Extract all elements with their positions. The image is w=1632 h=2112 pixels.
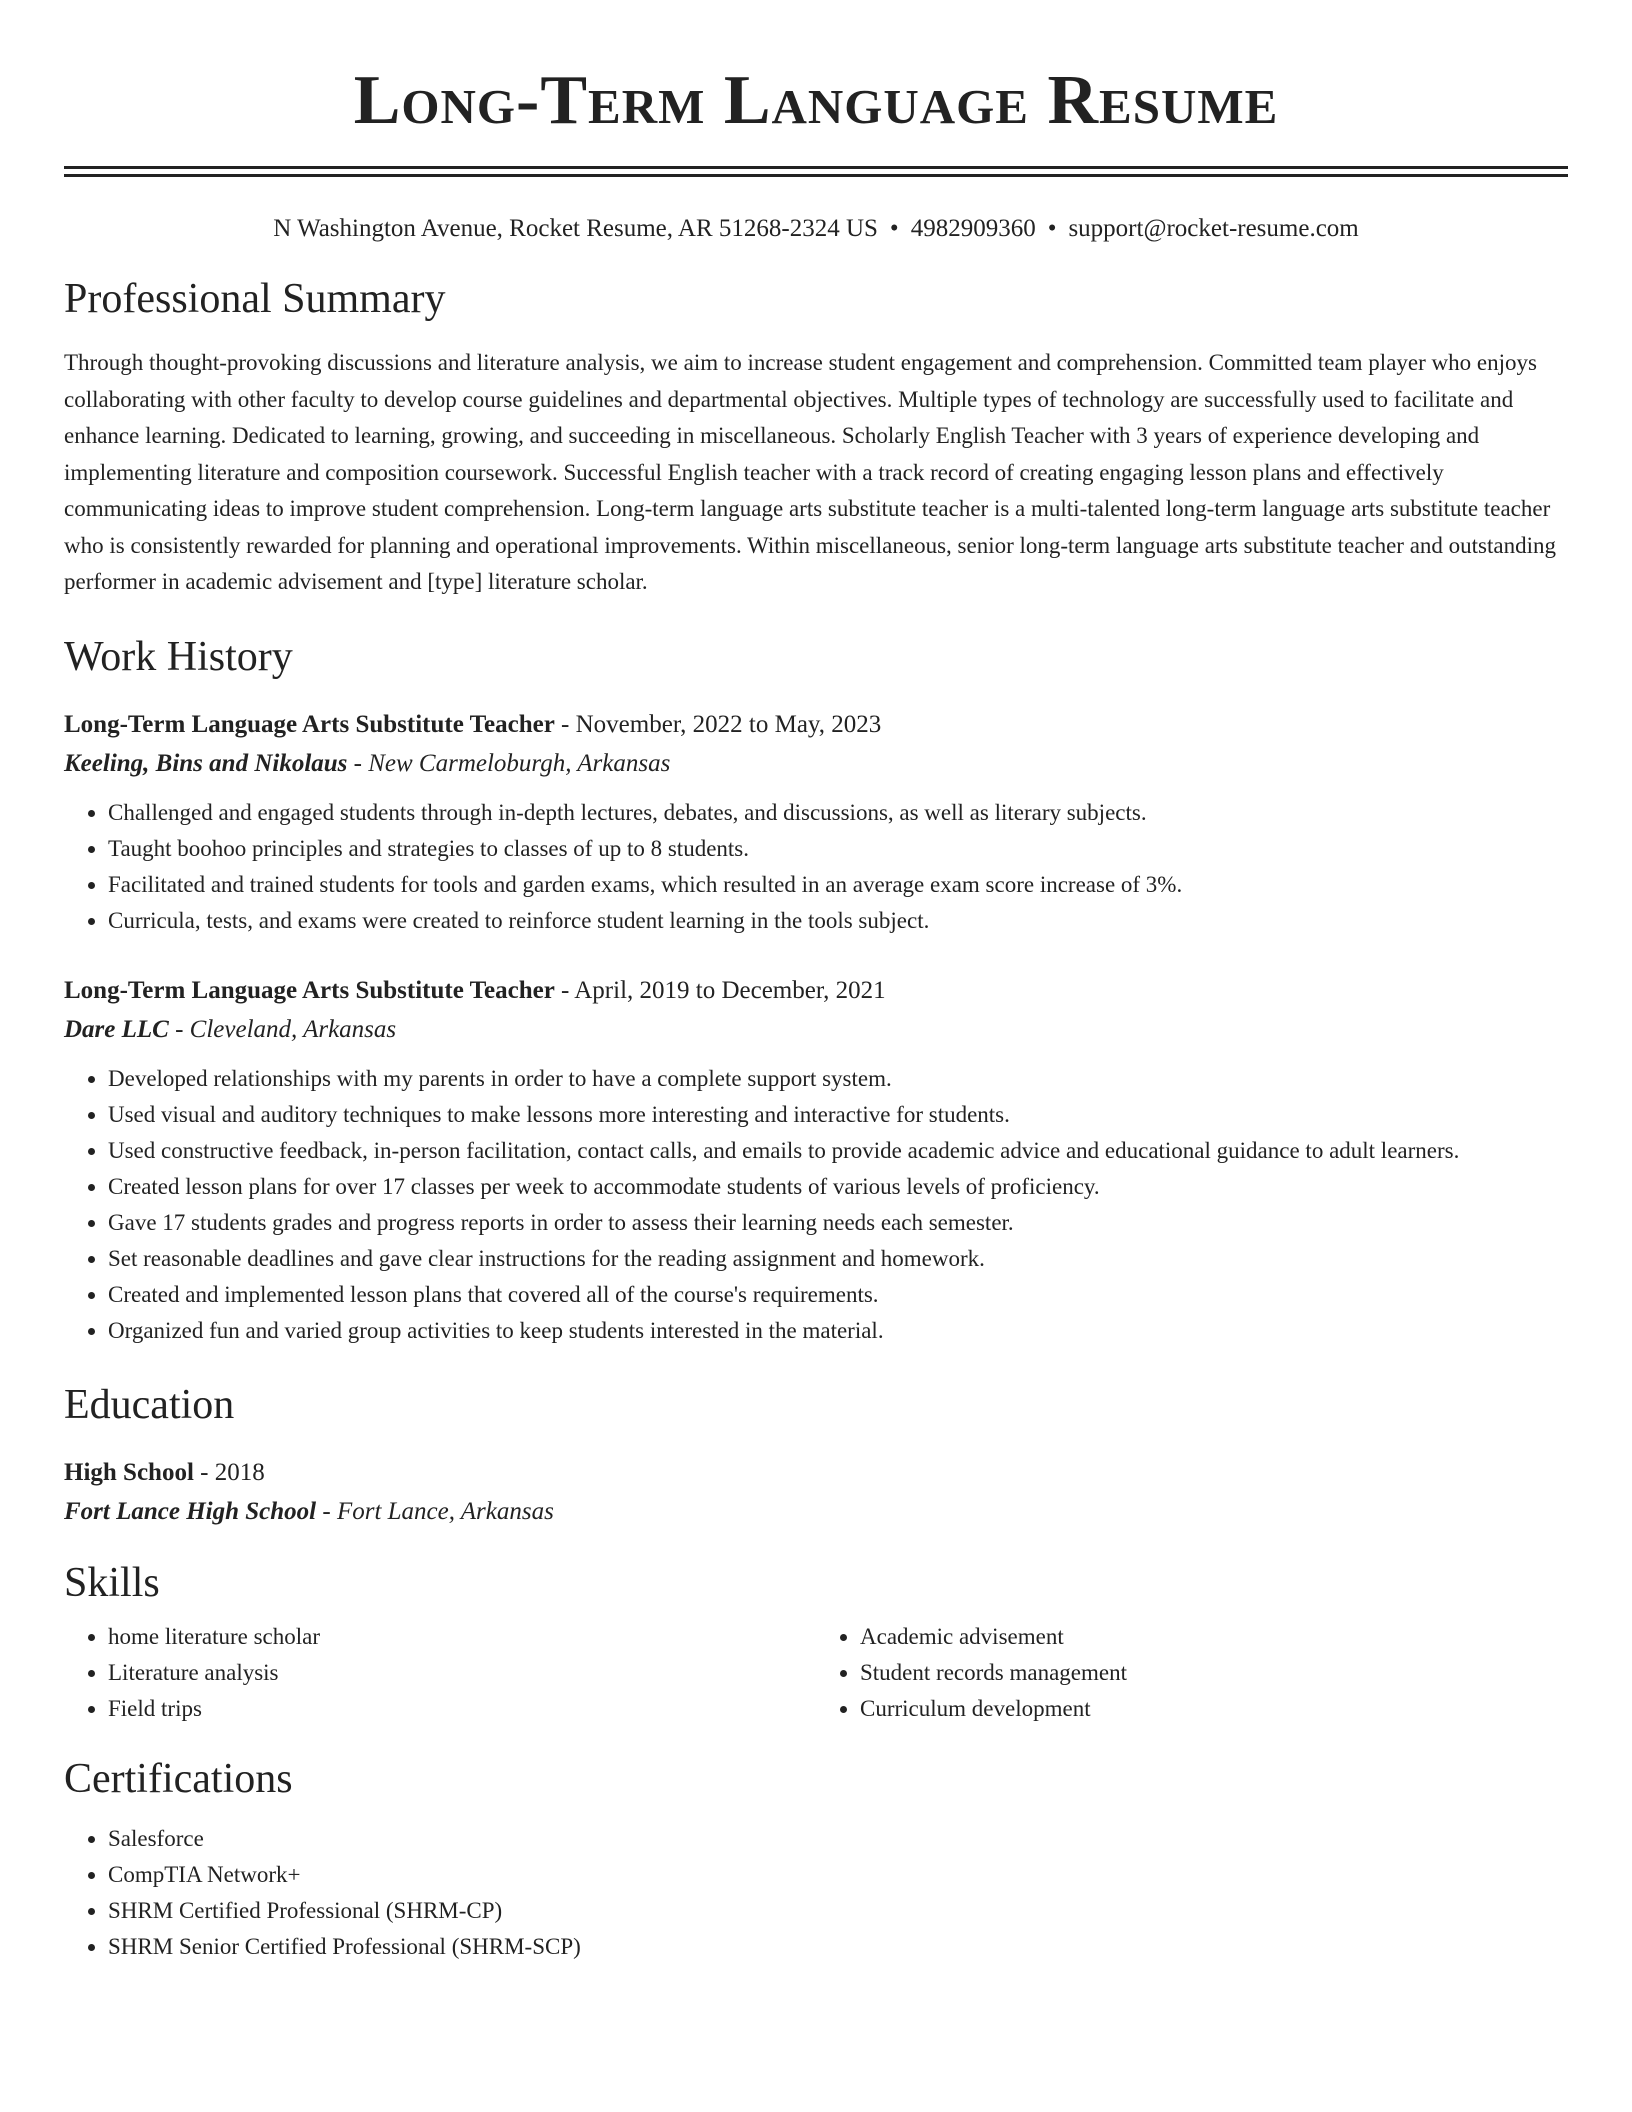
list-item: • Field trips	[108, 1691, 816, 1727]
job-title-line	[64, 971, 1568, 1010]
list-item: • Used visual and auditory techniques to make lessons more interesting and interactive for students.	[108, 1097, 1568, 1133]
contact-separator: •	[1047, 215, 1057, 242]
list-item: • Curriculum development	[860, 1691, 1568, 1727]
list-item: • Created lesson plans for over 17 classes per week to accommodate students of various levels of proficiency.	[108, 1169, 1568, 1205]
skills-heading: Skills	[64, 1559, 160, 1606]
job-title: Long-Term Language Arts Substitute Teacher	[64, 710, 555, 738]
job-entry	[64, 971, 1568, 1349]
list-item: • Set reasonable deadlines and gave clear instructions for the reading assignment and homework.	[108, 1241, 1568, 1277]
list-item: • Developed relationships with my parents in order to have a complete support system.	[108, 1061, 1568, 1097]
list-item: • Used constructive feedback, in-person facilitation, contact calls, and emails to provide academic advice and educational guidance to adult learners.	[108, 1133, 1568, 1169]
contact-separator: •	[889, 215, 899, 242]
certifications-heading: Certifications	[64, 1755, 293, 1802]
list-item: • Salesforce	[108, 1821, 1568, 1857]
job-entry	[64, 705, 1568, 939]
list-item: • Facilitated and trained students for tools and garden exams, which resulted in an average exam score increase of 3%.	[108, 867, 1568, 903]
skills-section	[64, 1557, 1568, 1727]
education-location: - Fort Lance, Arkansas	[316, 1497, 554, 1525]
job-location: - Cleveland, Arkansas	[168, 1015, 397, 1043]
education-section	[64, 1379, 1568, 1531]
job-dates: - April, 2019 to December, 2021	[554, 976, 886, 1004]
education-school-line	[64, 1492, 1568, 1531]
list-item: • Created and implemented lesson plans that covered all of the course's requirements.	[108, 1277, 1568, 1313]
job-bullet-list	[64, 1061, 1568, 1349]
job-bullet-list	[64, 795, 1568, 939]
title-double-rule	[64, 166, 1568, 177]
summary-section	[64, 273, 1568, 601]
job-company: Keeling, Bins and Nikolaus	[64, 749, 348, 777]
list-item: • Literature analysis	[108, 1655, 816, 1691]
list-item: • Academic advisement	[860, 1619, 1568, 1655]
contact-email: support@rocket-resume.com	[1068, 215, 1359, 242]
list-item: • Challenged and engaged students through in-depth lectures, debates, and discussions, as well as literary subjects.	[108, 795, 1568, 831]
list-item: • SHRM Senior Certified Professional (SHRM-SCP)	[108, 1929, 1568, 1965]
contact-line	[64, 211, 1568, 247]
list-item: • Gave 17 students grades and progress reports in order to assess their learning needs each semester.	[108, 1205, 1568, 1241]
education-degree: High School	[64, 1458, 194, 1486]
job-title: Long-Term Language Arts Substitute Teacher	[64, 976, 555, 1004]
list-item: • Curricula, tests, and exams were created to reinforce student learning in the tools subject.	[108, 903, 1568, 939]
education-entry	[64, 1453, 1568, 1531]
job-title-line	[64, 705, 1568, 744]
education-heading: Education	[64, 1381, 235, 1428]
certifications-section	[64, 1753, 1568, 1965]
job-company-line	[64, 1010, 1568, 1049]
education-degree-line	[64, 1453, 1568, 1492]
certifications-list	[64, 1821, 1568, 1965]
list-item: • CompTIA Network+	[108, 1857, 1568, 1893]
job-dates: - November, 2022 to May, 2023	[554, 710, 882, 738]
work-history-heading: Work History	[64, 633, 293, 680]
skills-list-left	[64, 1619, 816, 1727]
summary-heading: Professional Summary	[64, 276, 446, 322]
education-year: - 2018	[193, 1458, 265, 1486]
skills-columns	[64, 1619, 1568, 1727]
list-item: • Taught boohoo principles and strategies to classes of up to 8 students.	[108, 831, 1568, 867]
list-item: • Organized fun and varied group activities to keep students interested in the material.	[108, 1313, 1568, 1349]
job-location: - New Carmeloburgh, Arkansas	[347, 749, 671, 777]
list-item: • home literature scholar	[108, 1619, 816, 1655]
education-school: Fort Lance High School	[64, 1497, 317, 1525]
work-history-section	[64, 631, 1568, 1349]
summary-text: Through thought-provoking discussions and literature analysis, we aim to increase student engagement and comprehension. Committed team player who enjoys collaborating with other faculty to develop course guidelines and departmental objectives. Multiple types of technology are successfully used to facilitate and enhance learning. Dedicated to learning, growing, and succeeding in miscellaneous. Scholarly English Teacher with 3 years of experience developing and implementing literature and composition coursework. Successful English teacher with a track record of creating engaging lesson plans and effectively communicating ideas to improve student comprehension. Long-term language arts substitute teacher is a multi-talented long-term language arts substitute teacher who is consistently rewarded for planning and operational improvements. Within miscellaneous, senior long-term language arts substitute teacher and outstanding performer in academic advisement and [type] literature scholar.	[64, 350, 1557, 594]
list-item: • Student records management	[860, 1655, 1568, 1691]
contact-address: N Washington Avenue, Rocket Resume, AR 51268-2324 US	[273, 215, 878, 242]
resume-title: Long-Term Language Resume	[353, 62, 1279, 139]
skills-list-right	[816, 1619, 1568, 1727]
contact-phone: 4982909360	[910, 215, 1036, 242]
job-company-line	[64, 744, 1568, 783]
list-item: • SHRM Certified Professional (SHRM-CP)	[108, 1893, 1568, 1929]
job-company: Dare LLC	[64, 1015, 169, 1043]
